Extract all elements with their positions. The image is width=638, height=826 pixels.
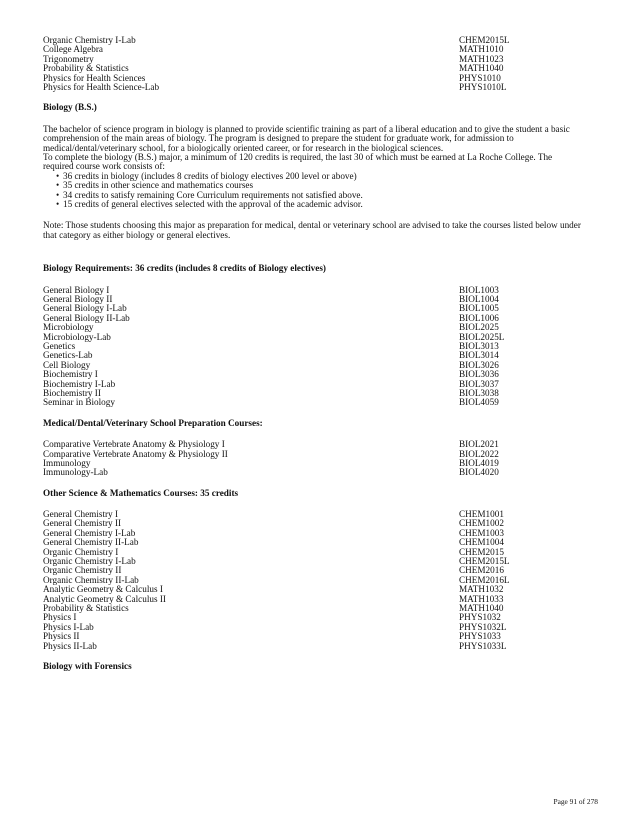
course-row: [43, 361, 598, 370]
course-name: Probability & Statistics: [43, 602, 129, 613]
course-row: [43, 632, 598, 641]
course-name: Physics II-Lab: [43, 640, 97, 651]
course-code: BIOL1004: [459, 294, 499, 305]
course-code: BIOL3038: [459, 387, 499, 398]
course-row: [43, 370, 598, 379]
course-code: BIOL2021: [459, 439, 499, 450]
course-row: [43, 380, 598, 389]
paragraph-line: required course work consists of:: [43, 161, 165, 172]
course-name: Organic Chemistry I: [43, 546, 119, 557]
course-row: [43, 333, 598, 342]
course-code: PHYS1033: [459, 631, 501, 642]
course-row: [43, 36, 598, 45]
course-code: BIOL1005: [459, 303, 499, 314]
bullet-item: • 36 credits in biology (includes 8 credits of biology electives 200 level or above): [43, 172, 598, 181]
course-row: [43, 342, 598, 351]
section-heading-forensics: Biology with Forensics: [43, 660, 132, 671]
course-name: Immunology: [43, 457, 91, 468]
course-code: PHYS1033L: [459, 640, 507, 651]
course-code: BIOL1003: [459, 284, 499, 295]
course-name: College Algebra: [43, 44, 103, 55]
course-name: General Chemistry II: [43, 518, 122, 529]
section-heading-med-prep: Medical/Dental/Veterinary School Preparation Courses:: [43, 417, 263, 428]
med-course-list: [43, 440, 598, 478]
course-code: PHYS1010: [459, 72, 501, 83]
course-code: CHEM1001: [459, 509, 504, 520]
course-code: CHEM2016L: [459, 574, 510, 585]
section-heading-biology-requirements: Biology Requirements: 36 credits (includes 8 credits of Biology electives): [43, 263, 326, 274]
requirements-bullet-list: [43, 172, 598, 210]
paragraph-line: that category as either biology or general electives.: [43, 229, 231, 240]
paragraph-line: comprehension of the main areas of biology. The program is designed to prepare the student for graduate work, for admission to: [43, 133, 514, 144]
course-row: [43, 83, 598, 92]
course-code: CHEM1004: [459, 537, 504, 548]
course-code: BIOL3013: [459, 340, 499, 351]
course-name: Organic Chemistry II-Lab: [43, 574, 139, 585]
bullet-item: • 15 credits of general electives selected with the approval of the academic advisor.: [43, 200, 598, 209]
course-code: CHEM2015L: [459, 556, 510, 567]
course-row: [43, 613, 598, 622]
course-code: BIOL3014: [459, 350, 499, 361]
course-name: General Chemistry I: [43, 509, 119, 520]
course-name: General Biology II-Lab: [43, 312, 130, 323]
paragraph-line: The bachelor of science program in biology is planned to provide scientific training as part of a liberal education and to give the student a basic: [43, 123, 570, 134]
course-name: General Biology I-Lab: [43, 303, 127, 314]
course-code: MATH1023: [459, 53, 504, 64]
course-row: [43, 604, 598, 613]
course-row: [43, 314, 598, 323]
course-code: BIOL4020: [459, 467, 499, 478]
biology-course-list: [43, 286, 598, 408]
course-name: General Biology II: [43, 294, 113, 305]
course-row: [43, 351, 598, 360]
course-name: Biochemistry II: [43, 387, 101, 398]
course-name: Physics for Health Science-Lab: [43, 81, 160, 92]
course-name: Physics I-Lab: [43, 621, 94, 632]
section-heading-other-science: Other Science & Mathematics Courses: 35 credits: [43, 487, 239, 498]
section-heading-biology-bs: Biology (B.S.): [43, 102, 97, 113]
page-number: Page 91 of 278: [553, 797, 598, 806]
course-code: MATH1033: [459, 593, 504, 604]
other-course-list: [43, 510, 598, 651]
course-row: [43, 450, 598, 459]
course-name: Cell Biology: [43, 359, 91, 370]
course-name: General Chemistry II-Lab: [43, 537, 139, 548]
course-row: [43, 286, 598, 295]
top-course-list: [43, 36, 598, 92]
course-name: Seminar in Biology: [43, 397, 115, 408]
course-code: CHEM2015: [459, 546, 504, 557]
course-code: MATH1010: [459, 44, 504, 55]
course-code: BIOL4059: [459, 397, 499, 408]
course-name: Probability & Statistics: [43, 63, 129, 74]
course-name: Microbiology-Lab: [43, 331, 111, 342]
course-code: CHEM1003: [459, 527, 504, 538]
course-code: BIOL2022: [459, 448, 499, 459]
course-name: Analytic Geometry & Calculus II: [43, 593, 166, 604]
course-code: BIOL3026: [459, 359, 499, 370]
course-row: [43, 538, 598, 547]
course-name: Biochemistry I: [43, 369, 98, 380]
paragraph-line: To complete the biology (B.S.) major, a minimum of 120 credits is required, the last 30 of which must be earned at La Roche College. The: [43, 151, 553, 162]
course-name: Microbiology: [43, 322, 94, 333]
course-row: [43, 642, 598, 651]
course-name: Trigonometry: [43, 53, 94, 64]
course-name: Physics for Health Sciences: [43, 72, 146, 83]
course-row: [43, 623, 598, 632]
course-row: [43, 459, 598, 468]
course-code: BIOL2025: [459, 322, 499, 333]
course-code: CHEM1002: [459, 518, 504, 529]
course-name: Analytic Geometry & Calculus I: [43, 584, 163, 595]
bullet-item: • 35 credits in other science and mathematics courses: [43, 181, 598, 190]
course-row: [43, 323, 598, 332]
course-row: [43, 557, 598, 566]
course-code: MATH1040: [459, 602, 504, 613]
course-name: Physics II: [43, 631, 80, 642]
course-row: [43, 468, 598, 477]
course-name: Organic Chemistry II: [43, 565, 122, 576]
course-row: [43, 398, 598, 407]
course-code: PHYS1010L: [459, 81, 507, 92]
course-code: CHEM2016: [459, 565, 504, 576]
paragraph-line: medical/dental/veterinary school, for a biologically oriented career, or for research in the biological sciences.: [43, 142, 444, 153]
course-code: BIOL3036: [459, 369, 499, 380]
course-code: BIOL4019: [459, 457, 499, 468]
bullet-item: • 34 credits to satisfy remaining Core Curriculum requirements not satisfied above.: [43, 191, 598, 200]
course-row: [43, 45, 598, 54]
course-row: [43, 510, 598, 519]
course-name: Biochemistry I-Lab: [43, 378, 116, 389]
course-name: General Chemistry I-Lab: [43, 527, 136, 538]
course-name: Genetics: [43, 340, 76, 351]
course-row: [43, 389, 598, 398]
course-code: BIOL2025L: [459, 331, 505, 342]
course-code: CHEM2015L: [459, 35, 510, 45]
course-code: PHYS1032: [459, 612, 501, 623]
course-name: Organic Chemistry I-Lab: [43, 35, 136, 45]
course-name: Genetics-Lab: [43, 350, 93, 361]
course-name: Comparative Vertebrate Anatomy & Physiology I: [43, 439, 225, 450]
course-name: Physics I: [43, 612, 77, 623]
course-name: Organic Chemistry I-Lab: [43, 556, 136, 567]
course-code: MATH1032: [459, 584, 504, 595]
course-name: General Biology I: [43, 284, 110, 295]
course-code: BIOL1006: [459, 312, 499, 323]
course-name: Comparative Vertebrate Anatomy & Physiology II: [43, 448, 228, 459]
course-code: MATH1040: [459, 63, 504, 74]
intro-paragraph: [43, 125, 598, 172]
paragraph-line: Note: Those students choosing this major as preparation for medical, dental or veterinary school are advised to take the courses listed below under: [43, 220, 581, 231]
course-name: Immunology-Lab: [43, 467, 108, 478]
course-code: PHYS1032L: [459, 621, 507, 632]
note-paragraph: [43, 221, 598, 240]
course-code: BIOL3037: [459, 378, 499, 389]
document-page: [43, 36, 598, 671]
